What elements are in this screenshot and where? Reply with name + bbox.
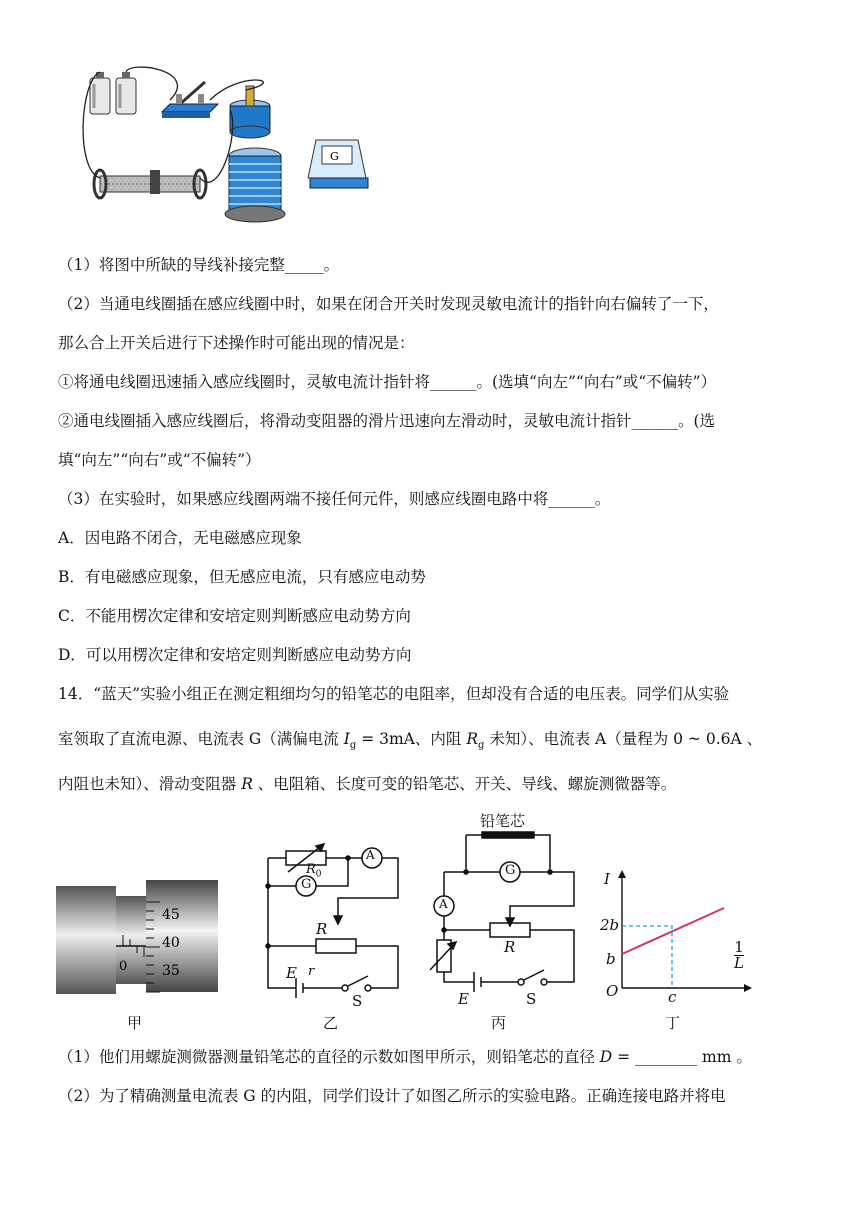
svg-text:45: 45 (162, 907, 180, 923)
svg-text:0: 0 (119, 959, 128, 974)
svg-text:40: 40 (162, 935, 180, 951)
option-c: C．不能用楞次定律和安培定则判断感应电动势方向 (58, 607, 411, 625)
svg-text:G: G (330, 150, 339, 163)
q14-part1: （1）他们用螺旋测微器测量铅笔芯的直径的示数如图甲所示，则铅笔芯的直径 D = ________ mm 。 (58, 1048, 752, 1066)
secondary-coil-icon (225, 148, 285, 222)
q14-stem-line2: 室领取了直流电源、电流表 G（满偏电流 $I_g = 3mA$、内阻 $R_g$ 未知）、电流表 A（量程为 0 ~ 0.6A 、 (58, 730, 763, 752)
q13-part2-item1: ①将通电线圈迅速插入感应线圈时，灵敏电流计指针将______。(选填“向左”“向右”或“不偏转”） (58, 373, 717, 391)
option-d: D．可以用楞次定律和安培定则判断感应电动势方向 (58, 646, 412, 664)
rheostat-icon (94, 170, 206, 198)
option-a: A．因电路不闭合，无电磁感应现象 (58, 529, 302, 547)
caption-yi: 乙 (323, 1014, 339, 1032)
graph-line (622, 908, 724, 954)
apparatus-figure (70, 60, 370, 230)
primary-coil-icon (230, 86, 270, 138)
figure-bing-circuit: 铅笔芯 A G R E S (426, 806, 586, 1006)
svg-text:35: 35 (162, 963, 180, 979)
battery-icon (90, 72, 136, 114)
q14-part2: （2）为了精确测量电流表 G 的内阻，同学们设计了如图乙所示的实验电路。正确连接电路并将电 (58, 1087, 726, 1105)
q13-part2-line2: 那么合上开关后进行下述操作时可能出现的情况是： (58, 334, 415, 352)
caption-bing: 丙 (491, 1014, 507, 1032)
q13-part3: （3）在实验时，如果感应线圈两端不接任何元件，则感应线圈电路中将______。 (58, 490, 611, 508)
q13-part2-line1: （2）当通电线圈插在感应线圈中时，如果在闭合开关时发现灵敏电流计的指针向右偏转了一下， (58, 295, 719, 313)
q14-stem-line3: 内阻也未知）、滑动变阻器 R 、电阻箱、长度可变的铅笔芯、开关、导线、螺旋测微器等。 (58, 775, 677, 793)
q13-part1: （1）将图中所缺的导线补接完整_____。 (58, 256, 340, 274)
option-b: B．有电磁感应现象，但无感应电流，只有感应电动势 (58, 568, 426, 586)
figure-jia-micrometer (56, 860, 226, 1030)
galvanometer-icon (308, 140, 368, 188)
q13-part2-item2-cont: 填“向左”“向右”或“不偏转”） (58, 451, 261, 469)
q13-part2-item2: ②通电线圈插入感应线圈后，将滑动变阻器的滑片迅速向左滑动时，灵敏电流计指针______。(选 (58, 412, 716, 430)
figure-ding-graph: I 2b b O c 1 L (600, 862, 760, 1008)
caption-jia: 甲 (127, 1014, 143, 1032)
caption-ding: 丁 (665, 1014, 681, 1032)
q14-stem-line1: 14．“蓝天”实验小组正在测定粗细均匀的铅笔芯的电阻率，但却没有合适的电压表。同学们从实验 (58, 685, 730, 703)
figure-yi-circuit: A G $R_0$ R E r S (258, 838, 418, 1003)
